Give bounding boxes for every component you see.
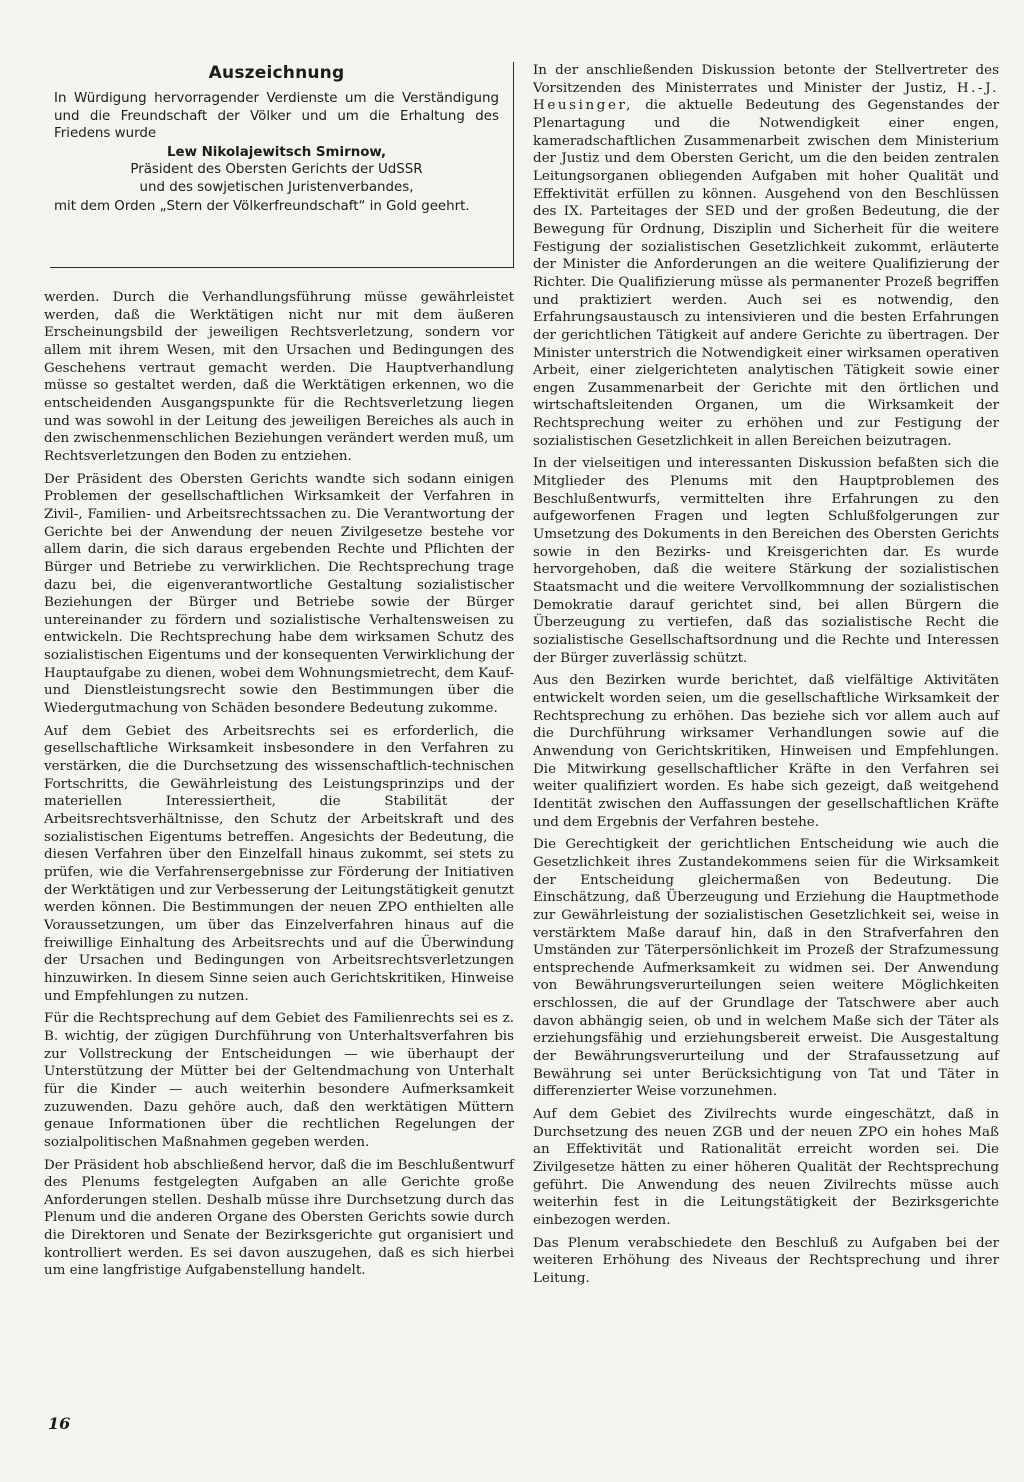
award-position-1: Präsident des Obersten Gerichts der UdSSR [130,162,423,178]
page-number: 16 [48,1414,71,1433]
award-recipient-name: Lew Nikolajewitsch Smirnow, [166,144,387,160]
body-paragraph: Für die Rechtsprechung auf dem Gebiet des Familienrechts sei es z. B. wichtig, der zügigen Durchführung von Unterhaltsverfahren bis zur Vollstreckung der Entscheidungen — wie überhaupt der Unterstützung der Mütter bei der Geltendmachung von Unterhalt für die Kinder — auch weiterhin besondere Aufmerksamkeit zuzuwenden. Dazu gehöre auch, daß den werktätigen Müttern genaue Informationen über die rechtlichen Regelungen der sozialpolitischen Maßnahmen gegeben werden. [44,1011,514,1150]
paragraph-text: die aktuelle Bedeutung des Gegenstandes der Plenartagung und die Notwendigkeit einer engen, kameradschaftlichen Zusammenarbeit zwischen dem Ministerium der Justiz und dem Obersten Gericht, um die den beiden zentralen Leitungsorganen obliegenden Aufgaben mit hoher Qualität und Effektivität erfüllen zu können. Ausgehend von den Beschlüssen des IX. Parteitages der SED und der großen Bedeutung, die der Bewegung für Ordnung, Disziplin und Sicherheit für die weitere Festigung der sozialistischen Gesetzlichkeit zukommt, erläuterte der Minister die Anforderungen an die weitere Qualifizierung der Richter. Die Qualifizierung müsse als permanenter Prozeß begriffen und praktiziert werden. Auch sei es notwendig, den Erfahrungsaustausch zu intensivieren und die besten Erfahrungen der gerichtlichen Tätigkeit auf andere Gerichte zu übertragen. Der Minister unterstrich die Notwendigkeit einer wirksamen operativen Arbeit, einer zielgerichteten analytischen Tätigkeit sowie einer engen Zusammenarbeit der Gerichte mit den örtlichen und wirtschaftsleitenden Organen, um die Wirksamkeit der Rechtsprechung weiter zu erhöhen und zur Festigung der sozialistischen Gesetzlichkeit in allen Bereichen beizutragen. [533,98,999,449]
body-paragraph: werden. Durch die Verhandlungsführung müsse gewährleistet werden, daß die Werktätigen nicht nur mit dem äußeren Erscheinungsbild der jeweiligen Rechtsverletzung, sondern vor allem mit ihrem Wesen, mit den Ursachen und Bedingungen des Geschehens vertraut gemacht werden. Die Hauptverhandlung müsse so gestaltet werden, daß die Werktätigen erkennen, wo die entscheidenden Ausgangspunkte für die Rechtsverletzung liegen und was sowohl in der Leitung des jeweiligen Bereiches als auch in den zwischenmenschlichen Beziehungen verändert werden muß, um Rechtsverletzungen den Boden zu entziehen. [44,290,514,464]
body-paragraph: Aus den Bezirken wurde berichtet, daß vielfältige Aktivitäten entwickelt worden seien, um die gesellschaftliche Wirksamkeit der Rechtsprechung zu erhöhen. Das beziehe sich vor allem auch auf die Durchführung wirksamer Verhandlungen sowie auf die Anwendung von Gerichtskritiken, Hinweisen und Empfehlungen. Die Mitwirkung gesellschaftlicher Kräfte in den Verfahren sei weiter qualifiziert worden. Es habe sich gezeigt, daß weitgehend Identität zwischen den Auffassungen der gesellschaftlichen Kräfte und dem Ergebnis der Verfahren bestehe. [533,673,999,830]
body-paragraph: Das Plenum verabschiedete den Beschluß zu Aufgaben bei der weiteren Erhöhung des Niveaus der Rechtsprechung und ihrer Leitung. [533,1235,999,1286]
award-intro: In Würdigung hervorragender Verdienste um die Verständigung und die Freundschaft der Völker und um die Erhaltung des Friedens wurde [54,91,499,142]
body-paragraph [533,62,999,450]
body-paragraph: Der Präsident hob abschließend hervor, daß die im Beschlußentwurf des Plenums festgelegten Aufgaben an alle Gerichte große Anforderungen stellen. Deshalb müsse ihre Durchsetzung durch das Plenum und die anderen Organe des Obersten Gerichts sowie durch die Direktoren und Senate der Bezirksgerichte gut organisiert und kontrolliert werden. Es sei davon auszugehen, daß es sich hierbei um eine langfristige Aufgabenstellung handelt. [44,1157,514,1279]
minister-name: H.-J. Heusinger, [533,80,1000,114]
award-closing: mit dem Orden „Stern der Völkerfreundschaft“ in Gold geehrt. [54,198,470,214]
award-box [50,62,514,268]
body-paragraph: Die Gerechtigkeit der gerichtlichen Entscheidung wie auch die Gesetzlichkeit ihres Zustandekommens seien für die Wirksamkeit der Entscheidung gleichermaßen von Bedeutung. Die Einschätzung, daß Überzeugung und Erziehung die Hauptmethode zur Gewährleistung der sozialistischen Gesetzlichkeit sei, weise in verstärktem Maße darauf hin, daß in den Strafverfahren den Umständen zur Täterpersönlichkeit im Prozeß der Strafzumessung entsprechende Aufmerksamkeit zu widmen sei. Der Anwendung von Bewährungsverurteilungen seien weitere Möglichkeiten erschlossen, die auf der Grundlage der Tatschwere aber auch davon abhängig seien, ob und in welchem Maße sich der Täter als erziehungsfähig und erziehungsbereit erweist. Die Ausgestaltung der Bewährungsverurteilung und der Strafaussetzung auf Bewährung sei unter Berücksichtigung von Tat und Täter in differenzierter Weise vorzunehmen. [533,837,999,1100]
award-title: Auszeichnung [208,63,345,83]
award-position-2: und des sowjetischen Juristenverbandes, [139,179,414,195]
left-column [44,62,514,1285]
body-paragraph: Auf dem Gebiet des Arbeitsrechts sei es erforderlich, die gesellschaftliche Wirksamkeit insbesondere in den Verfahren zu verstärken, die die Durchsetzung des wissenschaftlich-technischen Fortschritts, die Gewährleistung des Leistungsprinzips und der materiellen Interessiertheit, die Stabilität der Arbeitsrechtsverhältnisse, den Schutz der Arbeitskraft und des sozialistischen Eigentums betreffen. Angesichts der Bedeutung, die diesen Verfahren über den Einzelfall hinaus zukommt, sei stets zu prüfen, wie die Verfahrensergebnisse zur Förderung der Initiativen der Werktätigen und zur Verbesserung der Leitungstätigkeit genutzt werden können. Die Bestimmungen der neuen ZPO enthielten alle Voraussetzungen, um über das Einzelverfahren hinaus auf die freiwillige Einhaltung des Arbeitsrechts und auf die Überwindung der Ursachen und Bedingungen von Arbeitsrechtsverletzungen hinzuwirken. In diesem Sinne seien auch Gerichtskritiken, Hinweise und Empfehlungen zu nutzen. [44,723,514,1004]
right-column [533,62,999,1293]
left-body-text [44,289,514,1280]
paragraph-text: In der anschließenden Diskussion betonte der Stellvertreter des Vorsitzenden des Ministerrates und Minister der Justiz, [533,63,999,96]
body-paragraph: Der Präsident des Obersten Gerichts wandte sich sodann einigen Problemen der gesellschaftlichen Wirksamkeit der Verfahren in Zivil-, Familien- und Arbeitsrechtssachen zu. Die Verantwortung der Gerichte bei der Anwendung der neuen Zivilgesetze bestehe vor allem darin, die sich daraus ergebenden Rechte und Pflichten der Bürger und Betriebe zu verwirklichen. Die Rechtsprechung trage dazu bei, die eigenverantwortliche Gestaltung sozialistischer Beziehungen der Bürger und Betriebe sowie der Bürger untereinander zu fördern und sozialistische Verhaltensweisen zu entwickeln. Die Rechtsprechung habe dem wirksamen Schutz des sozialistischen Eigentums und der konsequenten Verwirklichung der Hauptaufgabe zu dienen, wobei dem Wohnungsmietrecht, dem Kauf- und Dienstleistungsrecht sowie den Bestimmungen über die Wiedergutmachung von Schäden besondere Bedeutung zukomme. [44,471,514,717]
body-paragraph: Auf dem Gebiet des Zivilrechts wurde eingeschätzt, daß in Durchsetzung des neuen ZGB und der neuen ZPO ein hohes Maß an Effektivität und Rationalität erreicht worden sei. Die Zivilgesetze hätten zu einer höheren Qualität der Rechtsprechung geführt. Die Anwendung des neuen Zivilrechts müsse auch weiterhin fest in die Leitungstätigkeit der Bezirksgerichte einbezogen werden. [533,1107,999,1228]
body-paragraph: In der vielseitigen und interessanten Diskussion befaßten sich die Mitglieder des Plenums mit den Hauptproblemen des Beschlußentwurfs, vermittelten ihre Erfahrungen zu den aufgeworfenen Fragen und legten Schlußfolgerungen zur Umsetzung des Dokuments in den Bereichen des Obersten Gerichts sowie in den Bezirks- und Kreisgerichten dar. Es wurde hervorgehoben, daß die weitere Stärkung der sozialistischen Staatsmacht und die weitere Vervollkommnung der sozialistischen Demokratie darauf gerichtet sind, bei allen Bürgern die Überzeugung zu vertiefen, daß das sozialistische Recht die sozialistische Gesellschaftsordnung und die Rechte und Interessen der Bürger zuverlässig schützt. [533,456,999,666]
